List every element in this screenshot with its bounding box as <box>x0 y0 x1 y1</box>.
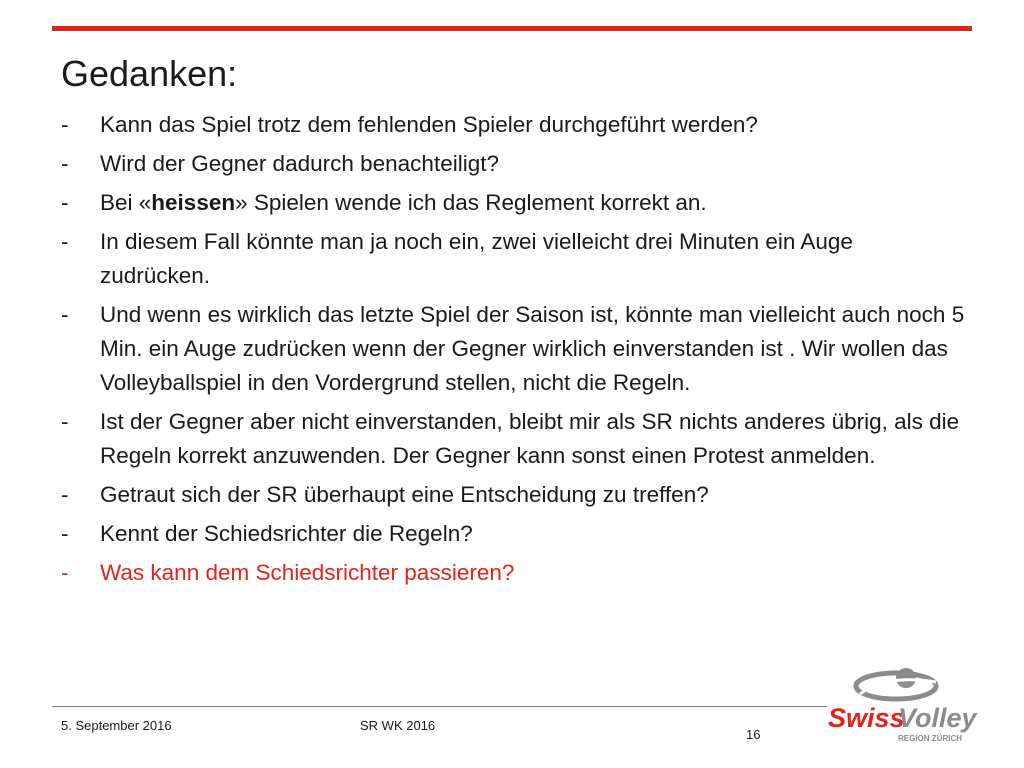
page-number: 16 <box>746 727 761 742</box>
logo-volley-text: Volley <box>898 703 977 733</box>
bullet-text: Ist der Gegner aber nicht einverstanden, bleibt mir als SR nichts anderes übrig, als die Regeln korrekt anzuwenden. Der Gegner kann sonst einen Protest anmelden. <box>100 409 960 468</box>
bullet-item <box>61 225 966 293</box>
bullet-text: In diesem Fall könnte man ja noch ein, zwei vielleicht drei Minuten ein Auge zudrücken. <box>100 229 853 288</box>
swissvolley-logo <box>826 664 986 744</box>
bullet-marker: - <box>61 409 69 434</box>
bullet-marker: - <box>61 560 69 585</box>
bullet-list <box>61 108 966 595</box>
bullet-marker: - <box>61 112 69 137</box>
logo-swiss-text: Swiss <box>828 703 905 733</box>
footer-divider <box>52 706 827 707</box>
bullet-item <box>61 478 966 512</box>
bullet-item <box>61 108 966 142</box>
bullet-marker: - <box>61 190 69 215</box>
bullet-item <box>61 298 966 400</box>
footer-event: SR WK 2016 <box>360 718 436 733</box>
footer-date: 5. September 2016 <box>61 718 172 733</box>
bullet-item <box>61 405 966 473</box>
bullet-item <box>61 186 966 220</box>
bullet-marker: - <box>61 482 69 507</box>
bullet-text: Kennt der Schiedsrichter die Regeln? <box>100 521 473 546</box>
bullet-text: Getraut sich der SR überhaupt eine Entscheidung zu treffen? <box>100 482 709 507</box>
volleyball-swoosh-icon <box>856 668 936 699</box>
bullet-text: Und wenn es wirklich das letzte Spiel der Saison ist, könnte man vielleicht auch noch 5 Min. ein Auge zudrücken wenn der Gegner wirklich einverstanden ist . Wir wollen das Volleyballspiel in den Vordergrund stellen, nicht die Regeln. <box>100 302 965 395</box>
bullet-item <box>61 147 966 181</box>
bullet-text: Wird der Gegner dadurch benachteiligt? <box>100 151 499 176</box>
bullet-marker: - <box>61 151 69 176</box>
top-accent-bar <box>52 26 972 31</box>
bullet-item-highlighted <box>61 556 966 590</box>
bullet-text: Was kann dem Schiedsrichter passieren? <box>100 560 515 585</box>
bullet-text-bold: heissen <box>151 190 236 215</box>
bullet-marker: - <box>61 302 69 327</box>
bullet-text: Kann das Spiel trotz dem fehlenden Spieler durchgeführt werden? <box>100 112 758 137</box>
bullet-item <box>61 517 966 551</box>
bullet-marker: - <box>61 229 69 254</box>
bullet-text-post: » Spielen wende ich das Reglement korrekt an. <box>235 190 707 215</box>
bullet-text-pre: Bei « <box>100 190 152 215</box>
bullet-marker: - <box>61 521 69 546</box>
logo-region-text: REGION ZÜRICH <box>898 734 962 743</box>
slide-title: Gedanken: <box>61 53 238 94</box>
